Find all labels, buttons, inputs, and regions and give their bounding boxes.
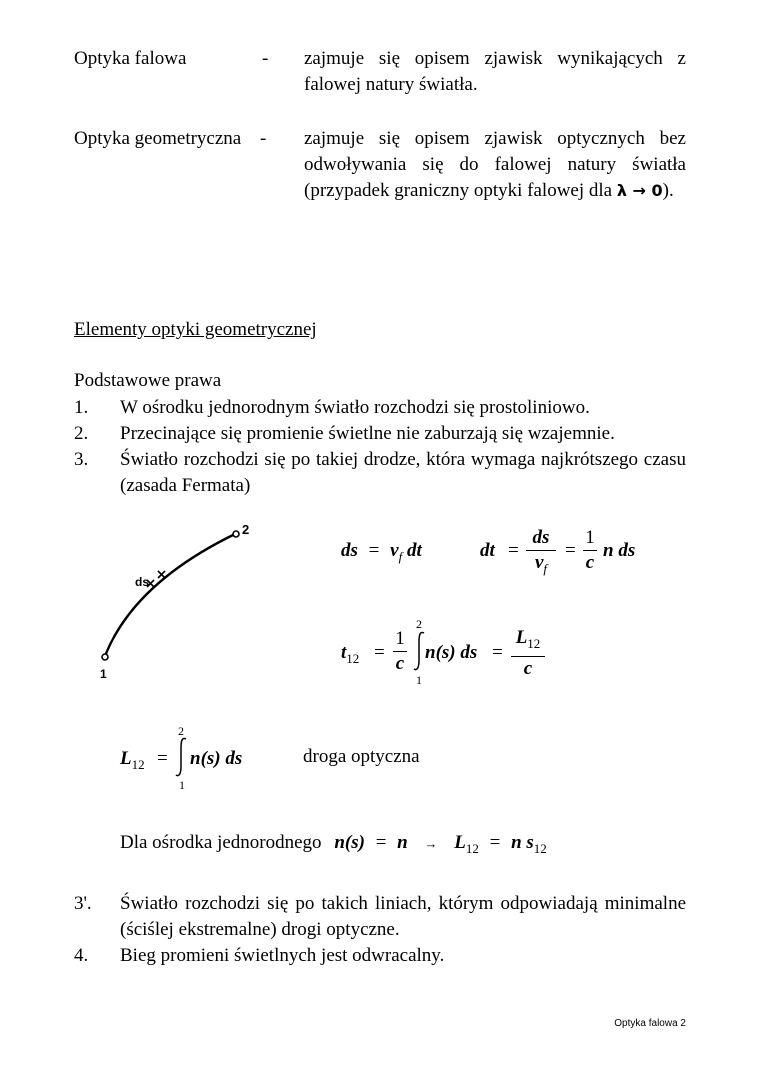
homog-ns: n(s) [334,832,365,853]
eq4-integral-sign [174,736,188,778]
label-point-2: 2 [242,522,250,537]
homog-n: n [397,832,408,853]
eq3-upper-limit: 2 [416,617,422,631]
eq1-eq: = [368,540,380,561]
eq3-t [341,640,359,672]
eq2-eq2: = [565,540,576,561]
def-text-geom-body: zajmuje się opisem zjawisk optycznych bez odwoływania się do falowej natury światła (przypadek graniczny optyki falowej dla [304,128,686,201]
eq3-integrand: n(s) ds [425,642,478,663]
eq3-one: 1 [395,628,405,649]
eq3-Lsub: 12 [527,636,541,651]
eq3-frac-1-c [393,627,407,676]
label-point-1: 1 [100,667,107,681]
eq4-upper-limit: 2 [178,724,184,738]
def-dash-geom: - [260,128,267,149]
def-dash-wave: - [262,48,269,69]
eq1-vsub: f [398,549,403,564]
law-text-3prime: Światło rozchodzi się po takich liniach, którym odpowiadają minimalne (ściślej ekstremalne) drogi optyczne. [120,893,686,940]
optical-path-label: droga optyczna [303,746,420,767]
eq4-L [120,746,145,778]
law-num-3: 3. [74,449,89,470]
eq3-c2: c [523,658,533,679]
point-1-marker [102,654,108,660]
point-2-marker [233,531,239,537]
homog-text: Dla ośrodka jednorodnego [120,832,322,853]
eq3-t-letter: t [341,642,347,663]
law-text-1: W ośrodku jednorodnym światło rozchodzi się prostoliniowo. [120,397,590,418]
eq3-eq: = [374,642,385,663]
law-text-2: Przecinające się promienie świetlne nie zaburzają się wzajemnie. [120,423,615,444]
eq2-den-sub: f [543,561,548,576]
homog-arrow: → [424,836,438,851]
eq1-v: v [390,540,399,561]
section-title: Elementy optyki geometrycznej [74,319,317,340]
ds-mark-b [158,571,165,578]
law-text-4: Bieg promieni świetlnych jest odwracalny. [120,945,445,966]
law-num-2: 2. [74,423,89,444]
eq4-L-letter: L [120,748,132,769]
eq3-integral-sign [412,630,426,672]
homog-eq: = [375,832,387,853]
eq3-eq2: = [492,642,503,663]
homog-line [120,830,547,862]
eq2-tail: n ds [603,540,636,561]
law-num-1: 1. [74,397,89,418]
eq4-eq: = [157,748,168,769]
def-term-geom: Optyka geometryczna [74,128,242,149]
eq3-frac-L-c [511,626,545,681]
light-path-diagram [95,518,265,683]
eq2-one: 1 [585,527,595,548]
page-footer: Optyka falowa 2 [614,1018,686,1029]
eq2-den-v: v [534,552,544,573]
label-ds: ds [135,575,150,589]
lambda-limit: λ → 0 [616,181,663,200]
eq4-lower-limit: 1 [179,778,185,792]
eq1-dt: dt [406,540,422,561]
eq2-frac-ds-vf [526,526,556,581]
law-num-4: 4. [74,945,89,966]
homog-ns2: n s [511,832,534,853]
eq3-c: c [395,653,405,674]
eq3-lower-limit: 1 [416,673,422,687]
def-term-wave: Optyka falowa [74,48,187,69]
eq2-c: c [585,552,595,573]
eq4-integrand: n(s) ds [190,748,243,769]
homog-eq2: = [489,832,501,853]
eq1-lhs: ds [341,540,358,561]
eq-ds-vf-dt [341,538,422,570]
eq4-Lsub: 12 [131,757,145,772]
homog-L: L [454,832,466,853]
def-text-wave: zajmuje się opisem zjawisk wynikających z falowej natury światła. [304,48,686,95]
def-text-geom [304,126,686,204]
laws-heading: Podstawowe prawa [74,370,222,391]
def-close: ). [662,180,674,201]
eq2-frac-1-c [583,526,597,575]
eq2-frac-num: ds [532,527,550,548]
law-text-3: Światło rozchodzi się po takiej drodze, która wymaga najkrótszego czasu (zasada Fermata) [120,449,686,496]
eq3-L: L [515,627,528,648]
eq2-lhs: dt [480,540,495,561]
homog-ssub: 12 [533,841,547,856]
eq3-tsub: 12 [346,651,360,666]
homog-Lsub: 12 [465,841,479,856]
light-path-curve [105,534,235,656]
law-num-3prime: 3'. [74,893,92,914]
eq2-eq: = [508,540,519,561]
